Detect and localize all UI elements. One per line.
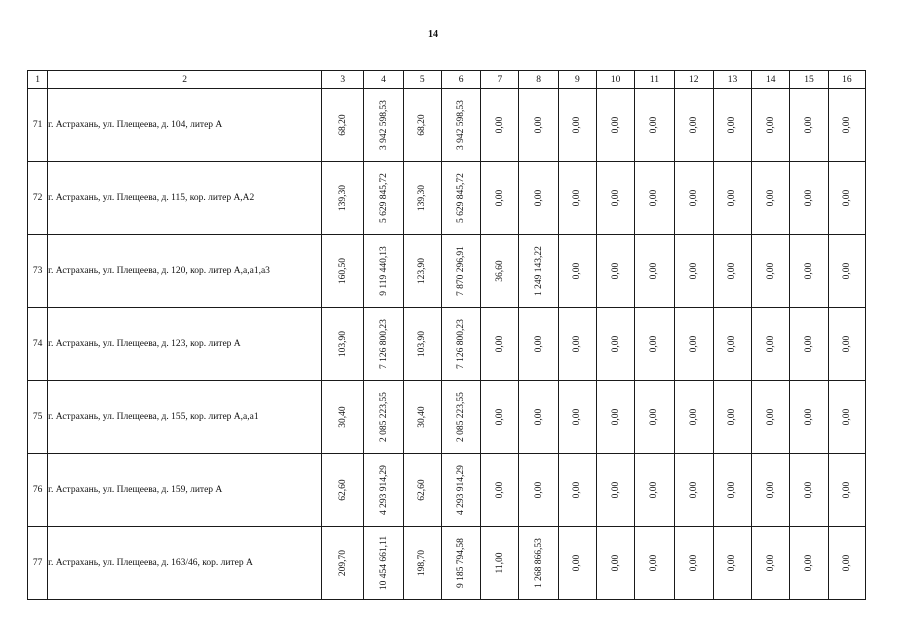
value-text: 0,00 xyxy=(610,481,621,499)
value-cell xyxy=(481,89,519,162)
value-text: 0,00 xyxy=(727,189,738,207)
value-cell xyxy=(403,454,441,527)
value-text: 0,00 xyxy=(533,335,544,353)
value-cell xyxy=(322,308,364,381)
value-text: 0,00 xyxy=(804,554,815,572)
value-text: 0,00 xyxy=(572,554,583,572)
value-text: 36,60 xyxy=(494,260,505,282)
value-cell xyxy=(828,89,865,162)
value-cell xyxy=(558,308,596,381)
value-cell xyxy=(481,527,519,600)
value-cell xyxy=(519,235,558,308)
value-cell xyxy=(597,162,635,235)
value-text: 9 185 794,58 xyxy=(456,538,467,588)
value-text: 9 119 440,13 xyxy=(378,246,389,296)
row-address: г. Астрахань, ул. Плещеева, д. 115, кор. литер А,А2 xyxy=(48,162,322,235)
value-cell xyxy=(322,381,364,454)
value-text: 0,00 xyxy=(841,554,852,572)
value-text: 0,00 xyxy=(765,189,776,207)
value-text: 0,00 xyxy=(649,116,660,134)
value-cell xyxy=(403,381,441,454)
value-text: 0,00 xyxy=(649,408,660,426)
value-cell xyxy=(635,454,674,527)
value-cell xyxy=(790,454,828,527)
value-cell xyxy=(713,89,751,162)
value-cell xyxy=(828,527,865,600)
value-cell xyxy=(790,308,828,381)
value-cell xyxy=(597,235,635,308)
value-cell xyxy=(364,162,403,235)
value-cell xyxy=(481,308,519,381)
value-text: 0,00 xyxy=(727,335,738,353)
value-cell xyxy=(364,381,403,454)
value-cell xyxy=(558,235,596,308)
column-header-12: 12 xyxy=(674,71,713,89)
value-text: 0,00 xyxy=(494,408,505,426)
column-header-5: 5 xyxy=(403,71,441,89)
row-index: 74 xyxy=(28,308,48,381)
value-text: 5 629 845,72 xyxy=(378,173,389,223)
value-cell xyxy=(828,308,865,381)
value-text: 0,00 xyxy=(688,554,699,572)
value-cell xyxy=(364,527,403,600)
column-header-4: 4 xyxy=(364,71,403,89)
column-header-9: 9 xyxy=(558,71,596,89)
value-text: 0,00 xyxy=(494,189,505,207)
value-text: 0,00 xyxy=(765,116,776,134)
value-text: 209,70 xyxy=(337,549,348,577)
value-text: 0,00 xyxy=(688,189,699,207)
value-cell xyxy=(364,454,403,527)
value-cell xyxy=(441,527,480,600)
value-text: 139,30 xyxy=(337,184,348,212)
value-cell xyxy=(674,308,713,381)
value-text: 0,00 xyxy=(533,408,544,426)
value-cell xyxy=(752,527,790,600)
value-text: 103,90 xyxy=(337,330,348,358)
value-text: 68,20 xyxy=(337,114,348,136)
value-text: 0,00 xyxy=(610,262,621,280)
value-cell xyxy=(635,162,674,235)
value-cell xyxy=(481,162,519,235)
value-text: 0,00 xyxy=(688,262,699,280)
row-address: г. Астрахань, ул. Плещеева, д. 123, кор. литер А xyxy=(48,308,322,381)
row-index: 73 xyxy=(28,235,48,308)
value-text: 0,00 xyxy=(649,189,660,207)
value-text: 3 942 598,53 xyxy=(456,100,467,150)
value-text: 0,00 xyxy=(727,262,738,280)
value-cell xyxy=(597,381,635,454)
value-cell xyxy=(481,381,519,454)
value-text: 0,00 xyxy=(572,116,583,134)
value-text: 10 454 661,11 xyxy=(378,535,389,591)
row-index: 72 xyxy=(28,162,48,235)
row-address: г. Астрахань, ул. Плещеева, д. 104, литер А xyxy=(48,89,322,162)
value-cell xyxy=(674,235,713,308)
value-cell xyxy=(322,527,364,600)
value-cell xyxy=(713,381,751,454)
value-cell xyxy=(713,235,751,308)
value-text: 123,90 xyxy=(417,257,428,285)
column-header-11: 11 xyxy=(635,71,674,89)
value-cell xyxy=(752,89,790,162)
value-text: 68,20 xyxy=(417,114,428,136)
value-text: 160,50 xyxy=(337,257,348,285)
value-text: 0,00 xyxy=(610,408,621,426)
value-cell xyxy=(674,381,713,454)
table-row xyxy=(28,235,866,308)
value-cell xyxy=(519,454,558,527)
value-cell xyxy=(635,381,674,454)
table-row xyxy=(28,381,866,454)
value-cell xyxy=(441,235,480,308)
column-header-7: 7 xyxy=(481,71,519,89)
value-text: 0,00 xyxy=(649,335,660,353)
value-cell xyxy=(322,235,364,308)
value-text: 3 942 598,53 xyxy=(378,100,389,150)
column-header-13: 13 xyxy=(713,71,751,89)
value-cell xyxy=(674,162,713,235)
value-cell xyxy=(790,89,828,162)
value-text: 0,00 xyxy=(572,408,583,426)
value-text: 4 293 914,29 xyxy=(378,465,389,515)
value-cell xyxy=(713,162,751,235)
value-text: 0,00 xyxy=(572,262,583,280)
value-cell xyxy=(322,89,364,162)
value-text: 0,00 xyxy=(494,116,505,134)
value-text: 0,00 xyxy=(649,262,660,280)
value-text: 0,00 xyxy=(841,189,852,207)
value-text: 7 126 800,23 xyxy=(378,319,389,369)
value-cell xyxy=(752,162,790,235)
value-cell xyxy=(441,454,480,527)
value-text: 0,00 xyxy=(610,189,621,207)
value-cell xyxy=(713,527,751,600)
value-text: 0,00 xyxy=(727,408,738,426)
value-text: 0,00 xyxy=(727,554,738,572)
column-header-15: 15 xyxy=(790,71,828,89)
value-cell xyxy=(790,235,828,308)
table-row xyxy=(28,308,866,381)
value-cell xyxy=(752,454,790,527)
column-header-3: 3 xyxy=(322,71,364,89)
value-cell xyxy=(441,162,480,235)
value-text: 0,00 xyxy=(610,335,621,353)
value-cell xyxy=(635,235,674,308)
value-text: 1 268 866,53 xyxy=(533,538,544,588)
value-text: 0,00 xyxy=(649,554,660,572)
value-text: 7 870 296,91 xyxy=(456,246,467,296)
row-index: 75 xyxy=(28,381,48,454)
value-cell xyxy=(752,235,790,308)
value-text: 0,00 xyxy=(804,189,815,207)
value-text: 7 126 800,23 xyxy=(456,319,467,369)
value-cell xyxy=(828,162,865,235)
value-cell xyxy=(558,381,596,454)
value-cell xyxy=(519,527,558,600)
value-text: 0,00 xyxy=(841,262,852,280)
value-text: 0,00 xyxy=(765,481,776,499)
value-cell xyxy=(322,454,364,527)
value-cell xyxy=(364,235,403,308)
value-cell xyxy=(364,308,403,381)
column-header-1: 1 xyxy=(28,71,48,89)
value-text: 0,00 xyxy=(649,481,660,499)
value-text: 0,00 xyxy=(688,481,699,499)
value-cell xyxy=(403,527,441,600)
value-text: 0,00 xyxy=(841,481,852,499)
value-text: 0,00 xyxy=(688,116,699,134)
value-text: 0,00 xyxy=(533,481,544,499)
value-text: 5 629 845,72 xyxy=(456,173,467,223)
table-header-row xyxy=(28,71,866,89)
value-text: 30,40 xyxy=(417,406,428,428)
value-text: 1 249 143,22 xyxy=(533,246,544,296)
value-text: 0,00 xyxy=(765,554,776,572)
value-text: 4 293 914,29 xyxy=(456,465,467,515)
table-row xyxy=(28,527,866,600)
value-cell xyxy=(519,381,558,454)
value-text: 0,00 xyxy=(804,408,815,426)
row-index: 76 xyxy=(28,454,48,527)
data-table xyxy=(27,70,866,600)
row-index: 77 xyxy=(28,527,48,600)
value-cell xyxy=(481,235,519,308)
value-text: 0,00 xyxy=(765,408,776,426)
value-cell xyxy=(790,381,828,454)
value-cell xyxy=(558,527,596,600)
value-cell xyxy=(674,454,713,527)
value-text: 0,00 xyxy=(804,262,815,280)
value-text: 2 085 223,55 xyxy=(378,392,389,442)
value-cell xyxy=(674,527,713,600)
value-cell xyxy=(597,89,635,162)
value-cell xyxy=(597,308,635,381)
value-cell xyxy=(441,308,480,381)
value-cell xyxy=(828,235,865,308)
value-text: 0,00 xyxy=(841,116,852,134)
value-text: 0,00 xyxy=(841,335,852,353)
row-address: г. Астрахань, ул. Плещеева, д. 159, литер А xyxy=(48,454,322,527)
value-cell xyxy=(790,162,828,235)
value-text: 0,00 xyxy=(494,335,505,353)
value-cell xyxy=(519,89,558,162)
value-text: 0,00 xyxy=(533,116,544,134)
value-cell xyxy=(635,527,674,600)
row-address: г. Астрахань, ул. Плещеева, д. 120, кор. литер А,а,а1,а3 xyxy=(48,235,322,308)
value-cell xyxy=(558,162,596,235)
value-cell xyxy=(441,381,480,454)
value-text: 0,00 xyxy=(727,481,738,499)
value-text: 0,00 xyxy=(610,116,621,134)
column-header-14: 14 xyxy=(752,71,790,89)
value-text: 0,00 xyxy=(727,116,738,134)
row-index: 71 xyxy=(28,89,48,162)
column-header-2: 2 xyxy=(48,71,322,89)
value-text: 0,00 xyxy=(572,189,583,207)
value-text: 0,00 xyxy=(572,481,583,499)
value-cell xyxy=(558,454,596,527)
value-cell xyxy=(597,454,635,527)
value-cell xyxy=(322,162,364,235)
value-cell xyxy=(790,527,828,600)
value-cell xyxy=(635,308,674,381)
value-text: 0,00 xyxy=(572,335,583,353)
value-cell xyxy=(558,89,596,162)
value-cell xyxy=(403,162,441,235)
value-text: 62,60 xyxy=(337,479,348,501)
row-address: г. Астрахань, ул. Плещеева, д. 155, кор. литер А,а,а1 xyxy=(48,381,322,454)
value-text: 11,00 xyxy=(494,552,505,574)
value-cell xyxy=(481,454,519,527)
column-header-10: 10 xyxy=(597,71,635,89)
value-text: 139,30 xyxy=(417,184,428,212)
value-cell xyxy=(519,308,558,381)
value-text: 0,00 xyxy=(804,335,815,353)
value-text: 0,00 xyxy=(688,408,699,426)
table-row xyxy=(28,454,866,527)
value-cell xyxy=(519,162,558,235)
value-text: 0,00 xyxy=(494,481,505,499)
value-cell xyxy=(403,308,441,381)
value-text: 62,60 xyxy=(417,479,428,501)
column-header-8: 8 xyxy=(519,71,558,89)
value-cell xyxy=(635,89,674,162)
table-row xyxy=(28,89,866,162)
value-text: 198,70 xyxy=(417,549,428,577)
value-text: 0,00 xyxy=(804,481,815,499)
value-cell xyxy=(597,527,635,600)
value-text: 0,00 xyxy=(841,408,852,426)
value-cell xyxy=(441,89,480,162)
value-cell xyxy=(674,89,713,162)
value-text: 0,00 xyxy=(610,554,621,572)
value-cell xyxy=(828,454,865,527)
value-cell xyxy=(403,89,441,162)
value-text: 0,00 xyxy=(804,116,815,134)
value-cell xyxy=(828,381,865,454)
page-number: 14 xyxy=(428,29,438,40)
value-cell xyxy=(713,308,751,381)
table-row xyxy=(28,162,866,235)
value-text: 0,00 xyxy=(765,335,776,353)
value-cell xyxy=(752,381,790,454)
column-header-16: 16 xyxy=(828,71,865,89)
value-cell xyxy=(752,308,790,381)
value-text: 0,00 xyxy=(533,189,544,207)
value-text: 0,00 xyxy=(688,335,699,353)
value-cell xyxy=(364,89,403,162)
value-cell xyxy=(403,235,441,308)
column-header-6: 6 xyxy=(441,71,480,89)
value-text: 30,40 xyxy=(337,406,348,428)
value-text: 2 085 223,55 xyxy=(456,392,467,442)
value-text: 0,00 xyxy=(765,262,776,280)
value-cell xyxy=(713,454,751,527)
row-address: г. Астрахань, ул. Плещеева, д. 163/46, кор. литер А xyxy=(48,527,322,600)
value-text: 103,90 xyxy=(417,330,428,358)
